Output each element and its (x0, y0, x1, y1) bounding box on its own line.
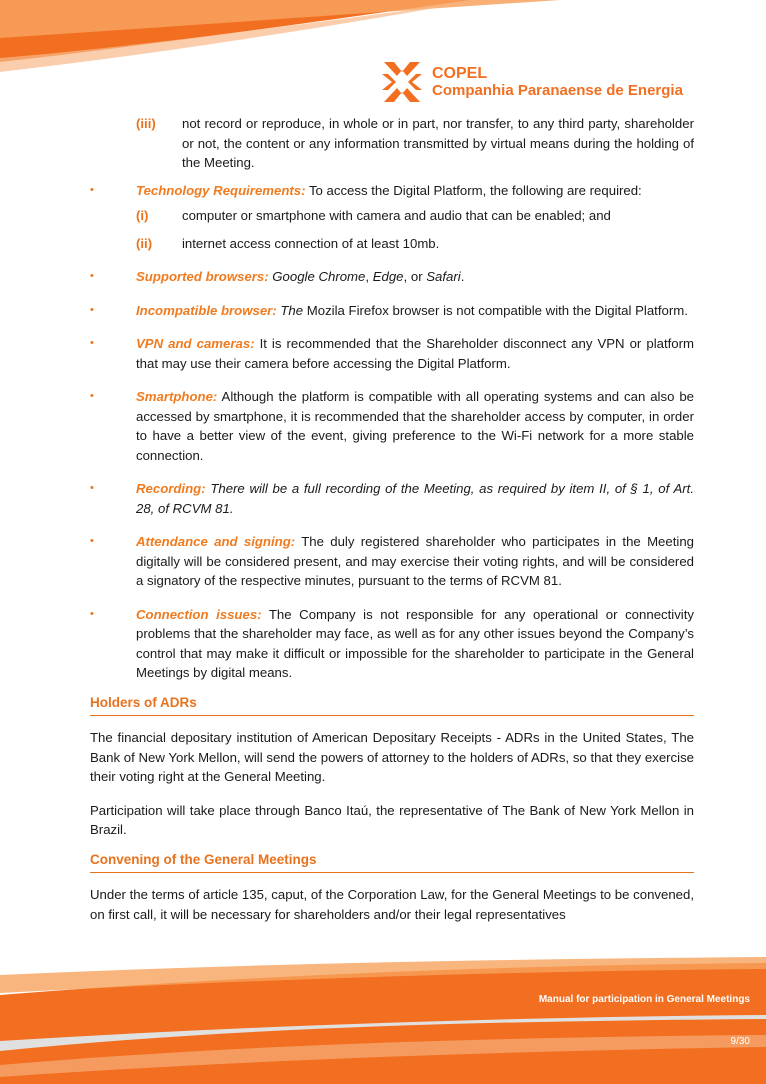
bullet-text: The duly registered shareholder who participates in the Meeting digitally will be considered present, and may exercise their voting rights, and will be considered a signatory of the respective minutes, pursuant to the terms of RCVM 81. (136, 534, 694, 588)
logo-subtitle: Companhia Paranaense de Energia (432, 82, 683, 99)
bullet-dot: • (90, 607, 94, 620)
list-item-ii (90, 234, 694, 254)
browser-name: Edge (372, 269, 404, 284)
bullet-text: It is recommended that the Shareholder disconnect any VPN or platform that may use their camera before accessing the Digital Platform. (136, 336, 694, 371)
bullet-text: The (276, 302, 304, 318)
bullet-text: , or (403, 269, 427, 284)
bullet-dot: • (90, 535, 94, 547)
bullet-lead: Technology Requirements: (136, 182, 306, 198)
bullet-lead: Recording: (136, 481, 206, 496)
bullet-lead: Incompatible browser: (136, 302, 277, 318)
bullet-dot: • (90, 303, 94, 316)
bullet-technology (90, 181, 694, 201)
bullet-lead: Connection issues: (136, 606, 262, 622)
bullet-lead: Attendance and signing: (136, 534, 296, 549)
bullet-lead: Supported browsers: (136, 269, 269, 284)
paragraph: Under the terms of article 135, caput, of the Corporation Law, for the General Meetings to be convened, on first call, it will be necessary for shareholders and/or their legal representatives (90, 887, 694, 922)
bullet-text: The Company is not responsible for any operational or connectivity problems that the shareholder may face, as well as for any other issues beyond the Company’s control that may make it difficult or impossible for the shareholder to participate in the General Meetings by digital means. (136, 606, 694, 680)
bullet-text: . (460, 269, 465, 284)
list-number: (ii) (136, 235, 153, 251)
bullet-dot: • (90, 482, 94, 494)
bullet-lead: VPN and cameras: (136, 336, 255, 351)
bullet-smartphone (90, 387, 694, 465)
list-number: (i) (136, 208, 149, 223)
list-item-iii (90, 114, 694, 173)
list-text: not record or reproduce, in whole or in part, nor transfer, to any third party, shareholder or not, the content or any information transmitted by virtual means during the holding of the Meeting. (182, 116, 694, 170)
bullet-text: There will be a full recording of the Meeting, as required by item II, of § 1, of Art. 28, of RCVM 81. (136, 481, 694, 516)
bullet-dot: • (90, 183, 94, 196)
list-number: (iii) (136, 116, 156, 131)
list-text: internet access connection of at least 10mb. (182, 235, 440, 251)
bullet-text: Although the platform is compatible with all operating systems and can also be accessed by smartphone, it is recommended that the shareholder access by computer, in order to have a better view of the event, giving preference to the Wi-Fi network for a more stable connection. (136, 389, 694, 463)
bullet-incompatible (90, 301, 694, 321)
bullet-text: To access the Digital Platform, the following are required: (305, 182, 642, 198)
bullet-vpn (90, 334, 694, 373)
footer-swoosh (0, 955, 766, 1084)
browser-name: Safari (426, 269, 461, 284)
paragraph: Participation will take place through Banco Itaú, the representative of The Bank of New York Mellon in Brazil. (90, 802, 694, 837)
bullet-attendance (90, 532, 694, 591)
page-number: 9/30 (730, 1036, 750, 1047)
bullet-dot: • (90, 270, 94, 282)
bullet-text: Mozila Firefox browser is not compatible with the Digital Platform. (303, 302, 688, 318)
bullet-dot: • (90, 390, 94, 402)
section-heading-convening: Convening of the General Meetings (90, 850, 694, 874)
footer-title: Manual for participation in General Meetings (538, 994, 750, 1005)
section-heading-adrs: Holders of ADRs (90, 693, 694, 717)
document-body (90, 114, 694, 938)
logo-name: COPEL (432, 65, 488, 82)
browser-name: Google Chrome (268, 269, 366, 284)
bullet-text: , (365, 269, 373, 284)
bullet-lead: Smartphone: (136, 389, 218, 404)
company-logo (380, 60, 700, 106)
list-text: computer or smartphone with camera and audio that can be enabled; and (182, 208, 611, 223)
paragraph: The financial depositary institution of American Depositary Receipts - ADRs in the United States, The Bank of New York Mellon, will send the powers of attorney to the holders of ADRs, so that they exercise their voting right at the General Meeting. (90, 730, 694, 784)
bullet-connection (90, 605, 694, 683)
bullet-recording (90, 479, 694, 518)
bullet-browsers (90, 267, 694, 287)
list-item-i (90, 206, 694, 226)
bullet-dot: • (90, 337, 94, 349)
copel-logo-icon (380, 60, 424, 104)
